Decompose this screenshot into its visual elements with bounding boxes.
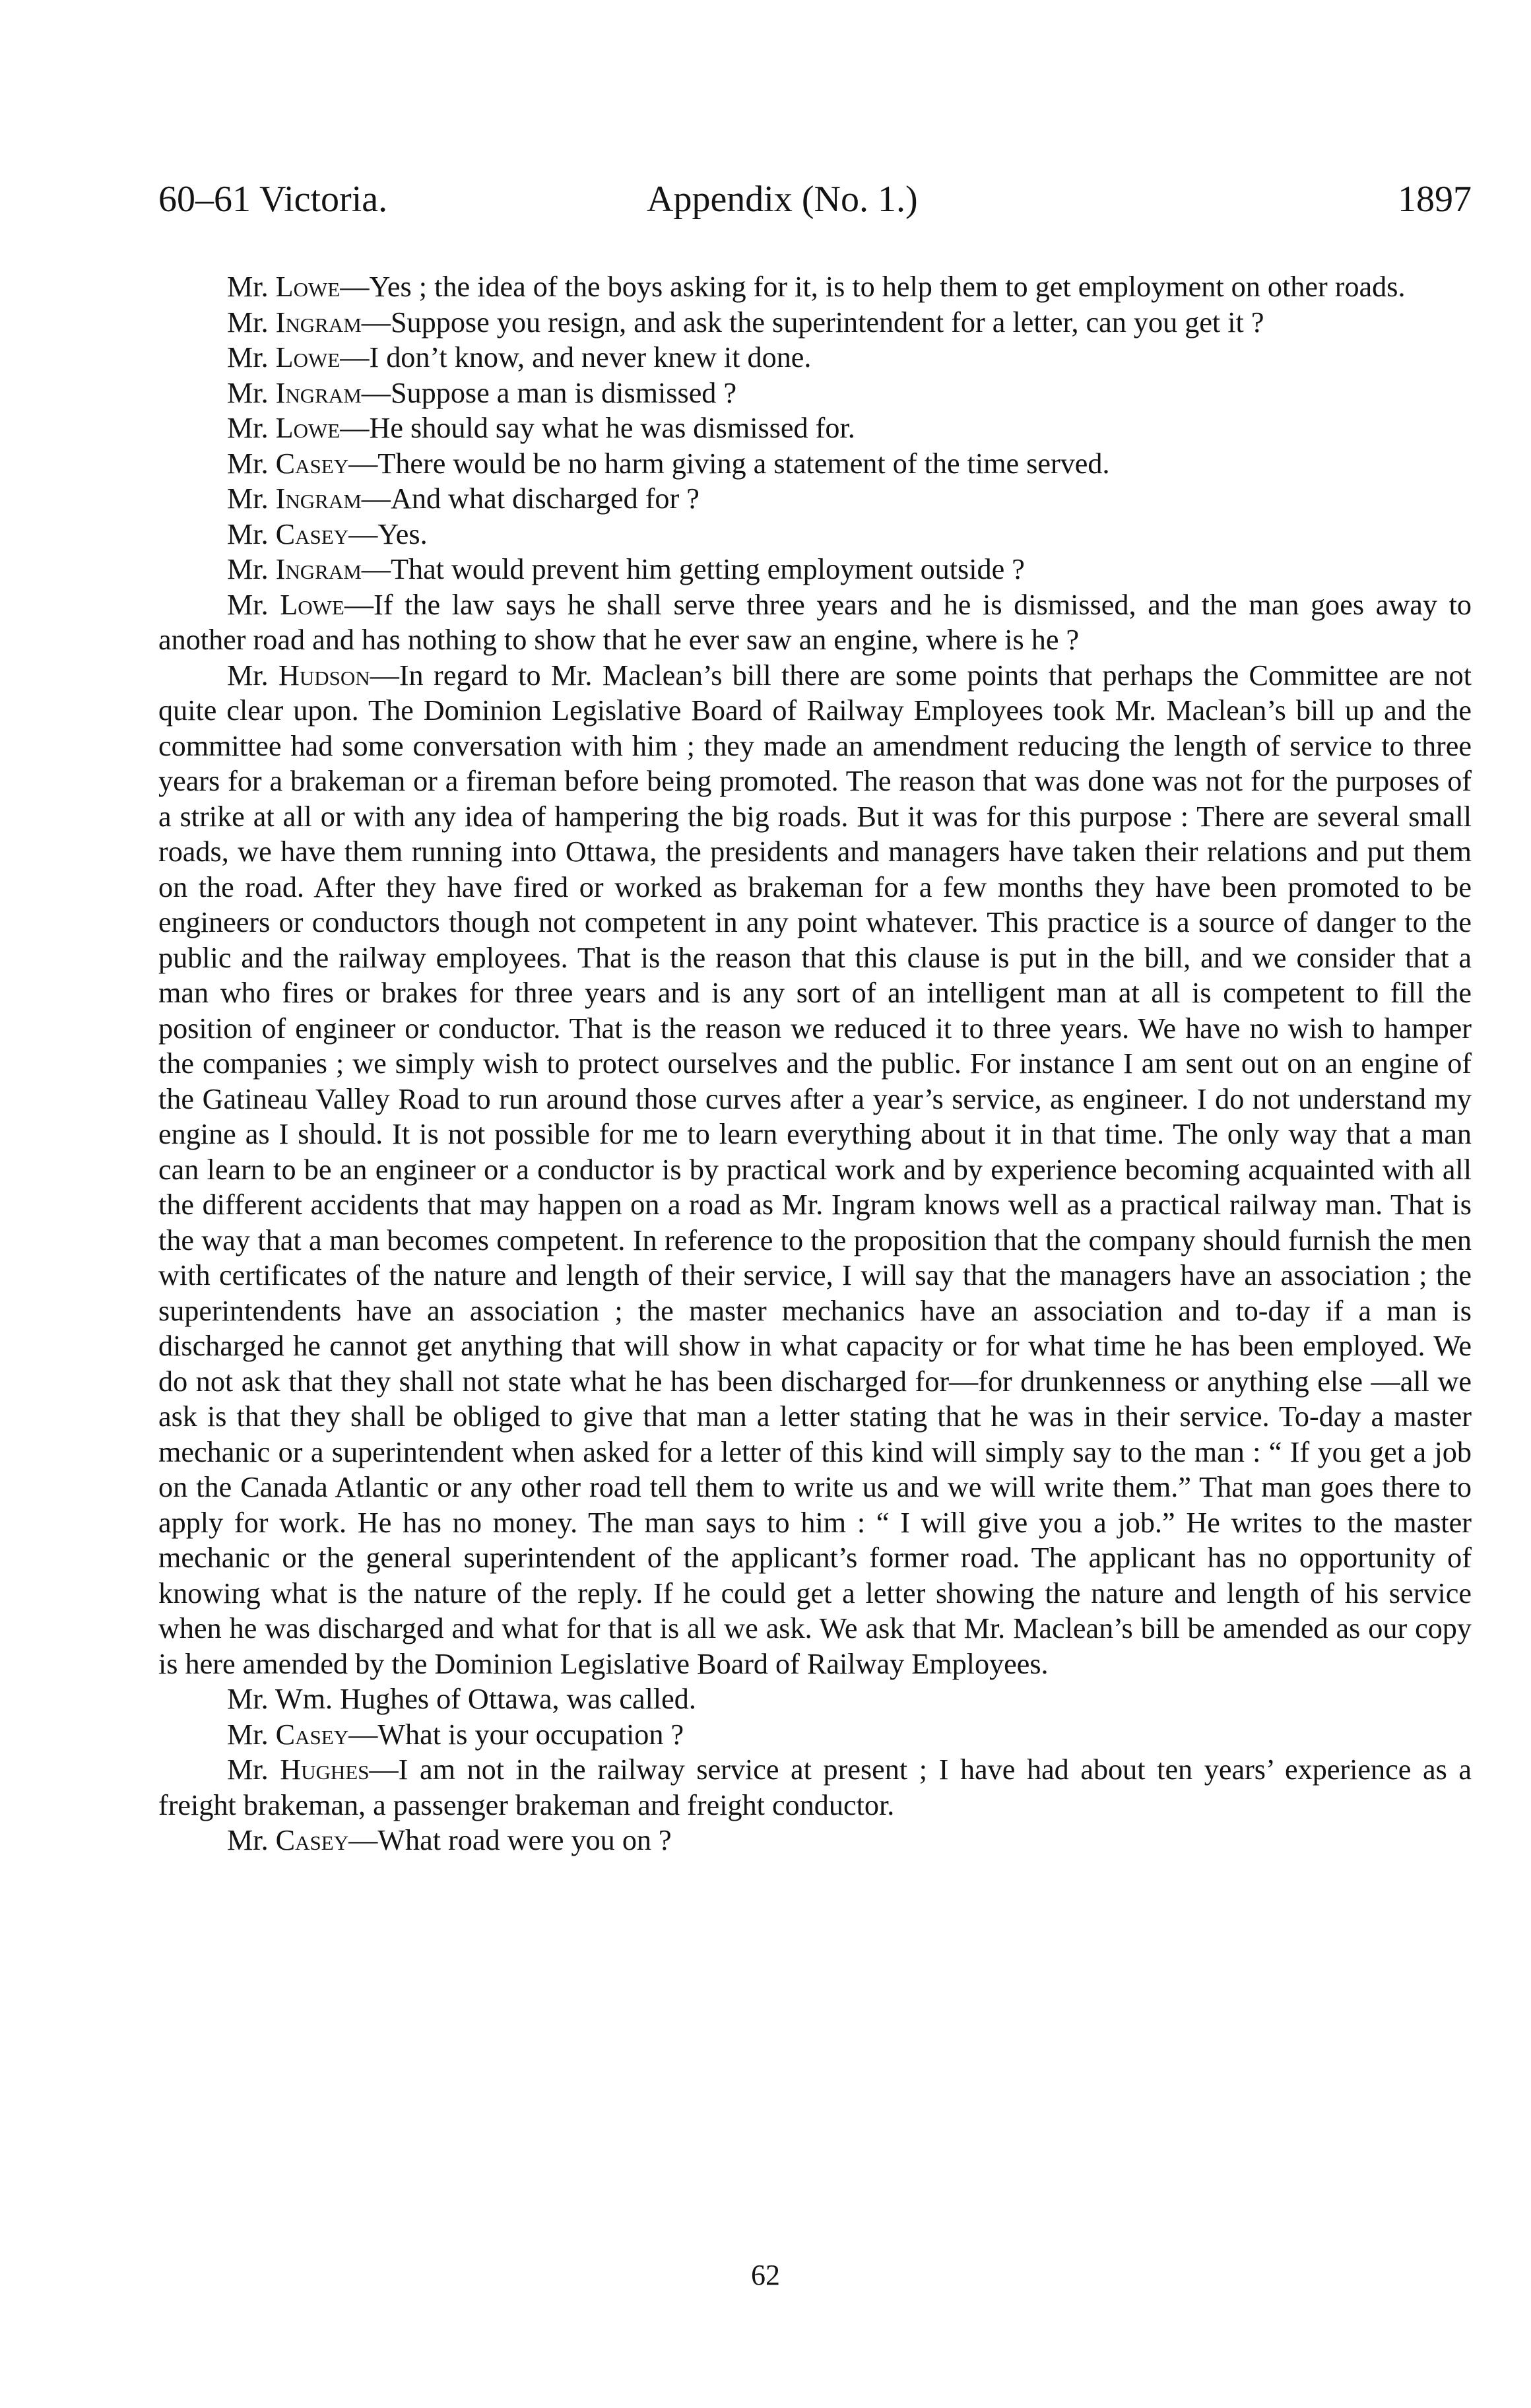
speaker-name: Hudson xyxy=(278,659,370,692)
paragraph xyxy=(158,658,1472,1682)
speaker-name: Ingram xyxy=(275,306,362,339)
paragraph-text: —In regard to Mr. Maclean’s bill there are some points that perhaps the Committee are not quite clear upon. The Dominion Legislative Board of Railway Employees took Mr. Maclean’s bill up and the committee had some conversation with him ; they made an amendment reducing the length of service to three years for a brakeman or a fireman before being promoted. The reason that was done was not for the purposes of a strike at all or with any idea of hampering the big roads. But it was for this purpose : There are several small roads, we have them running into Ottawa, the presidents and managers have taken their relations and put them on the road. After they have fired or worked as brakeman for a few months they have been promoted to be engineers or conductors though not competent in any point whatever. This practice is a source of danger to the public and the railway employees. That is the reason that this clause is put in the bill, and we consider that a man who fires or brakes for three years and is any sort of an intelligent man at all is competent to fill the position of engineer or conductor. That is the reason we reduced it to three years. We have no wish to hamper the companies ; we simply wish to protect ourselves and the public. For instance I am sent out on an engine of the Gatineau Valley Road to run around those curves after a year’s service, as engineer. I do not understand my engine as I should. It is not possible for me to learn everything about it in that time. The only way that a man can learn to be an engineer or a conductor is by practical work and by experience becoming acquainted with all the different accidents that may happen on a road as Mr. Ingram knows well as a practical railway man. That is the way that a man becomes competent. In reference to the proposition that the company should furnish the men with certificates of the nature and length of their service, I will say that the managers have an association ; the superintendents have an association ; the master mechanics have an association and to-day if a man is discharged he cannot get anything that will show in what capacity or for what time he has been employed. We do not ask that they shall not state what he has been discharged for—for drunkenness or anything else —all we ask is that they shall be obliged to give that man a letter stating that he was in their service. To-day a master mechanic or a superintendent when asked for a letter of this kind will simply say to the man : “ If you get a job on the Canada Atlantic or any other road tell them to write us and we will write them.” That man goes there to apply for work. He has no money. The man says to him : “ I will give you a job.” He writes to the master mechanic or the general superintendent of the applicant’s former road. The applicant has no opportunity of knowing what is the nature of the reply. If he could get a letter showing the nature and length of his service when he was discharged and what for that is all we ask. We ask that Mr. Maclean’s bill be amended as our copy is here amended by the Dominion Legislative Board of Railway Employees. xyxy=(158,659,1472,1680)
paragraph xyxy=(158,587,1472,658)
speaker-name: Lowe xyxy=(275,271,341,303)
paragraph xyxy=(158,1717,1472,1753)
paragraph xyxy=(158,481,1472,517)
speaker-title: Mr. xyxy=(227,553,276,585)
speaker-name: Ingram xyxy=(275,482,362,515)
speaker-name: Lowe xyxy=(275,412,341,444)
speaker-title: Mr. xyxy=(227,447,276,480)
speaker-title: Mr. xyxy=(227,659,278,692)
paragraph-text: —Yes ; the idea of the boys asking for it, is to help them to get employment on other roads. xyxy=(340,271,1406,303)
speaker-title: Mr. xyxy=(227,412,276,444)
speaker-name: Hughes xyxy=(280,1753,370,1786)
speaker-title: Mr. xyxy=(227,588,280,621)
paragraph xyxy=(158,446,1472,482)
page-number: 62 xyxy=(751,2259,780,2291)
speaker-name: Ingram xyxy=(275,376,362,409)
paragraph-text: —I am not in the railway service at present ; I have had about ten years’ experience as a freight brakeman, a passenger brakeman and freight conductor. xyxy=(158,1753,1472,1821)
speaker-title: Mr. xyxy=(227,271,276,303)
speaker-title: Mr. xyxy=(227,482,276,515)
speaker-name: Casey xyxy=(275,517,349,550)
speaker-name: Ingram xyxy=(275,553,362,585)
paragraph xyxy=(158,1823,1472,1858)
paragraph-text: —Suppose a man is dismissed ? xyxy=(361,376,737,409)
paragraph xyxy=(158,517,1472,552)
paragraph xyxy=(158,1681,1472,1717)
speaker-name: Lowe xyxy=(275,341,341,374)
paragraph xyxy=(158,1752,1472,1823)
speaker-name: Casey xyxy=(275,1718,349,1751)
paragraph-text: —And what discharged for ? xyxy=(361,482,700,515)
speaker-name: Casey xyxy=(275,1824,349,1856)
paragraph xyxy=(158,269,1472,305)
paragraph xyxy=(158,410,1472,446)
paragraph-text: —If the law says he shall serve three years and he is dismissed, and the man goes away to another road and has nothing to show that he ever saw an engine, where is he ? xyxy=(158,588,1472,656)
paragraph-text: —Suppose you resign, and ask the superintendent for a letter, can you get it ? xyxy=(361,306,1264,339)
paragraph xyxy=(158,375,1472,411)
paragraph xyxy=(158,305,1472,341)
speaker-name: Casey xyxy=(275,447,349,480)
paragraph-text: —That would prevent him getting employment outside ? xyxy=(361,553,1025,585)
header-appendix: Appendix (No. 1.) xyxy=(647,179,918,220)
paragraph-text: —What road were you on ? xyxy=(348,1824,672,1856)
paragraph-text: Mr. Wm. Hughes of Ottawa, was called. xyxy=(227,1683,696,1715)
running-header xyxy=(158,173,1472,226)
speaker-name: Lowe xyxy=(280,588,344,621)
speaker-title: Mr. xyxy=(227,306,276,339)
header-session: 60–61 Victoria. xyxy=(158,179,388,220)
paragraph xyxy=(158,340,1472,375)
paragraph-text: —What is your occupation ? xyxy=(348,1718,684,1751)
paragraph xyxy=(158,552,1472,587)
paragraph-text: —He should say what he was dismissed for. xyxy=(340,412,855,444)
header-year: 1897 xyxy=(1398,179,1472,220)
speaker-title: Mr. xyxy=(227,1718,276,1751)
speaker-title: Mr. xyxy=(227,1824,276,1856)
speaker-title: Mr. xyxy=(227,341,276,374)
body-text xyxy=(158,269,1472,1858)
paragraph-text: —There would be no harm giving a statement of the time served. xyxy=(348,447,1110,480)
speaker-title: Mr. xyxy=(227,517,276,550)
paragraph-text: —I don’t know, and never knew it done. xyxy=(340,341,812,374)
paragraph-text: —Yes. xyxy=(348,517,428,550)
speaker-title: Mr. xyxy=(227,1753,280,1786)
speaker-title: Mr. xyxy=(227,376,276,409)
